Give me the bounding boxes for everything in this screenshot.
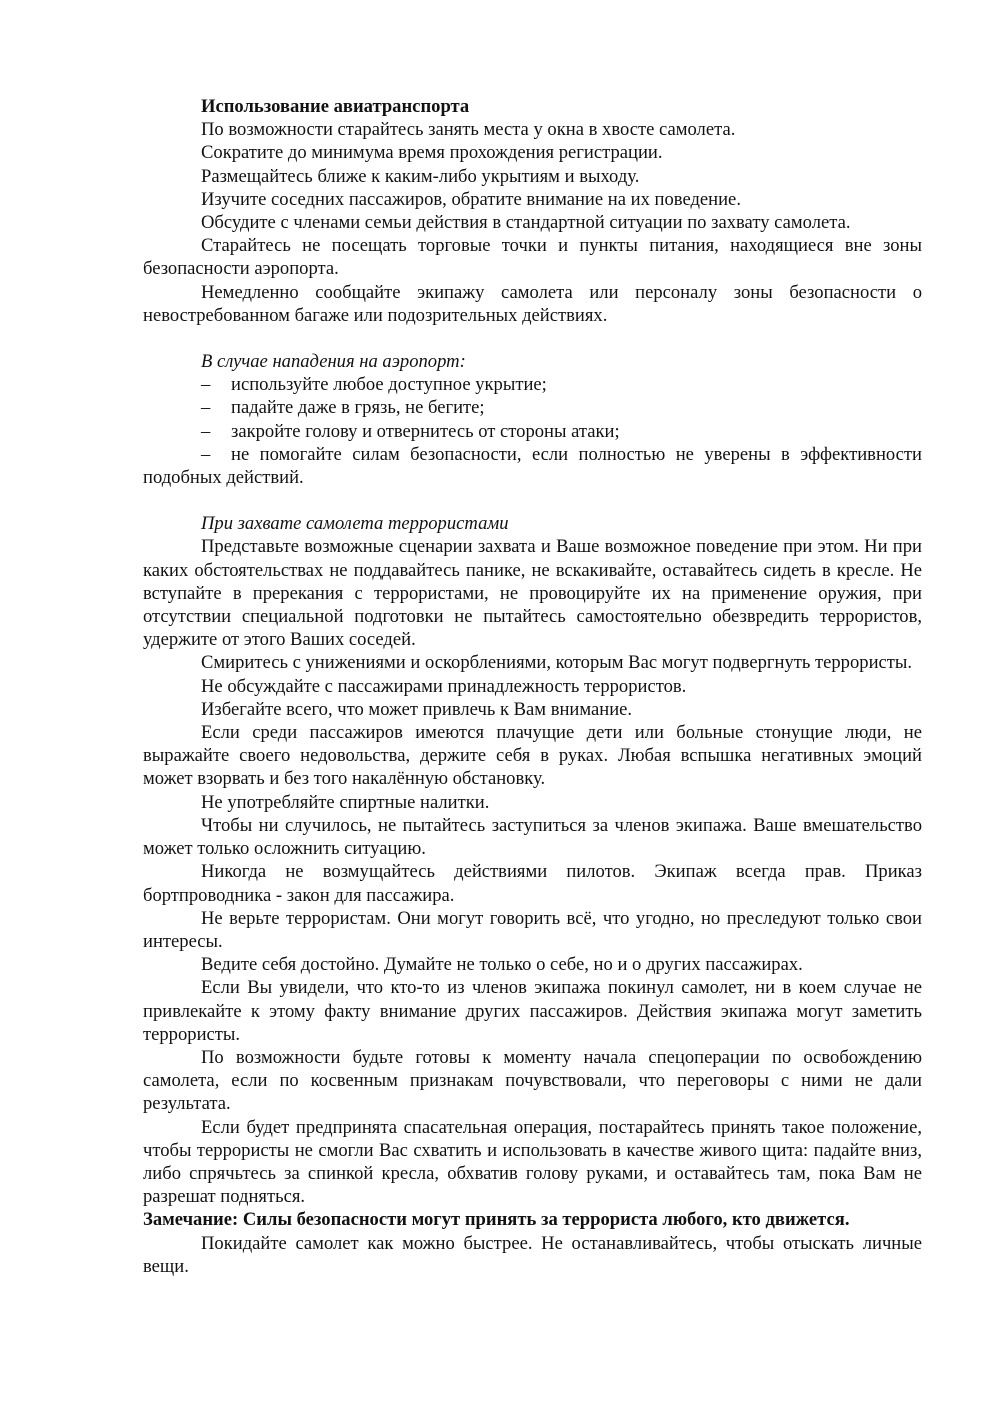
section-heading-air-transport: Использование авиатранспорта [201, 96, 470, 117]
note: Замечание: Силы безопасности могут принять за террориста любого, кто движется. [143, 1209, 850, 1231]
paragraph: Изучите соседних пассажиров, обратите внимание на их поведение. [201, 188, 741, 210]
paragraph: По возможности будьте готовы к моменту начала спецоперации по освобождению самолета, если по косвенным признакам почувствовали, что переговоры с ними не дали результата. [143, 1046, 922, 1115]
paragraph: Размещайтесь ближе к каким-либо укрытиям и выходу. [201, 165, 640, 187]
list-dash: – [201, 443, 211, 465]
paragraph: Обсудите с членами семьи действия в стандартной ситуации по захвату самолета. [201, 212, 851, 234]
list-item-text: закройте голову и отвернитесь от стороны атаки; [231, 420, 620, 442]
section-heading-hijacking: При захвате самолета террористами [201, 513, 509, 535]
paragraph: Если Вы увидели, что кто-то из членов экипажа покинул самолет, ни в коем случае не привлекайте к этому факту внимание других пассажиров. Действия экипажа могут заметить террористы. [143, 977, 922, 1045]
paragraph: Если будет предпринята спасательная операция, постарайтесь принять такое положение, чтобы террористы не смогли Вас схватить и использовать в качестве живого щита: падайте вниз, либо спрячьтесь за спинкой кресла, обхватив голову руками, и оставайтесь там, пока Вам не разрешат подняться. [143, 1116, 922, 1208]
paragraph: Чтобы ни случилось, не пытайтесь заступиться за членов экипажа. Ваше вмешательство может только осложнить ситуацию. [143, 814, 922, 860]
paragraph: Если среди пассажиров имеются плачущие дети или больные стонущие люди, не выражайте своего недовольства, держите себя в руках. Любая вспышка негативных эмоций может взорвать и без того накалённую обстановку. [143, 722, 922, 790]
document-body [143, 95, 922, 1278]
paragraph: Сократите до минимума время прохождения регистрации. [201, 142, 663, 164]
list-item-text: не помогайте силам безопасности, если полностью не уверены в эффективности подобных действий. [143, 443, 922, 489]
section-heading-airport-attack: В случае нападения на аэропорт: [201, 351, 466, 373]
list-item [143, 373, 922, 396]
paragraph: Немедленно сообщайте экипажу самолета или персоналу зоны безопасности о невостребованном багаже или подозрительных действиях. [143, 281, 922, 326]
paragraph: Покидайте самолет как можно быстрее. Не останавливайтесь, чтобы отыскать личные вещи. [143, 1232, 922, 1277]
paragraph: По возможности старайтесь занять места у окна в хвосте самолета. [201, 119, 736, 141]
list-dash: – [201, 397, 211, 419]
paragraph: Избегайте всего, что может привлечь к Вам внимание. [201, 698, 633, 720]
paragraph: Представьте возможные сценарии захвата и Ваше возможное поведение при этом. Ни при каких обстоятельствах не поддавайтесь панике, не вскакивайте, оставайтесь сидеть в кресле. Не вступайте в пререкания с террористами, не провоцируйте их на применение оружия, при отсутствии специальной подготовки не пытайтесь самостоятельно обезвредить террористов, удержите от этого Ваших соседей. [143, 536, 922, 651]
list-item-text: используйте любое доступное укрытие; [231, 374, 547, 396]
paragraph: Никогда не возмущайтесь действиями пилотов. Экипаж всегда прав. Приказ бортпроводника - закон для пассажира. [143, 861, 922, 906]
paragraph: Не употребляйте спиртные налитки. [201, 791, 490, 813]
list-item [143, 420, 922, 443]
spacer [143, 327, 922, 350]
list-item [143, 443, 922, 489]
paragraph: Не обсуждайте с пассажирами принадлежность террористов. [201, 675, 687, 697]
list-item-text: падайте даже в грязь, не бегите; [231, 397, 485, 419]
paragraph: Не верьте террористам. Они могут говорить всё, что угодно, но преследуют только свои интересы. [143, 907, 922, 952]
list-item [143, 396, 922, 419]
spacer [143, 489, 922, 512]
list-dash: – [201, 374, 211, 396]
list-dash: – [201, 420, 211, 442]
paragraph: Смиритесь с унижениями и оскорблениями, которым Вас могут подвергнуть террористы. [201, 652, 913, 674]
paragraph: Старайтесь не посещать торговые точки и пункты питания, находящиеся вне зоны безопасности аэропорта. [143, 235, 922, 280]
paragraph: Ведите себя достойно. Думайте не только о себе, но и о других пассажирах. [201, 954, 803, 976]
